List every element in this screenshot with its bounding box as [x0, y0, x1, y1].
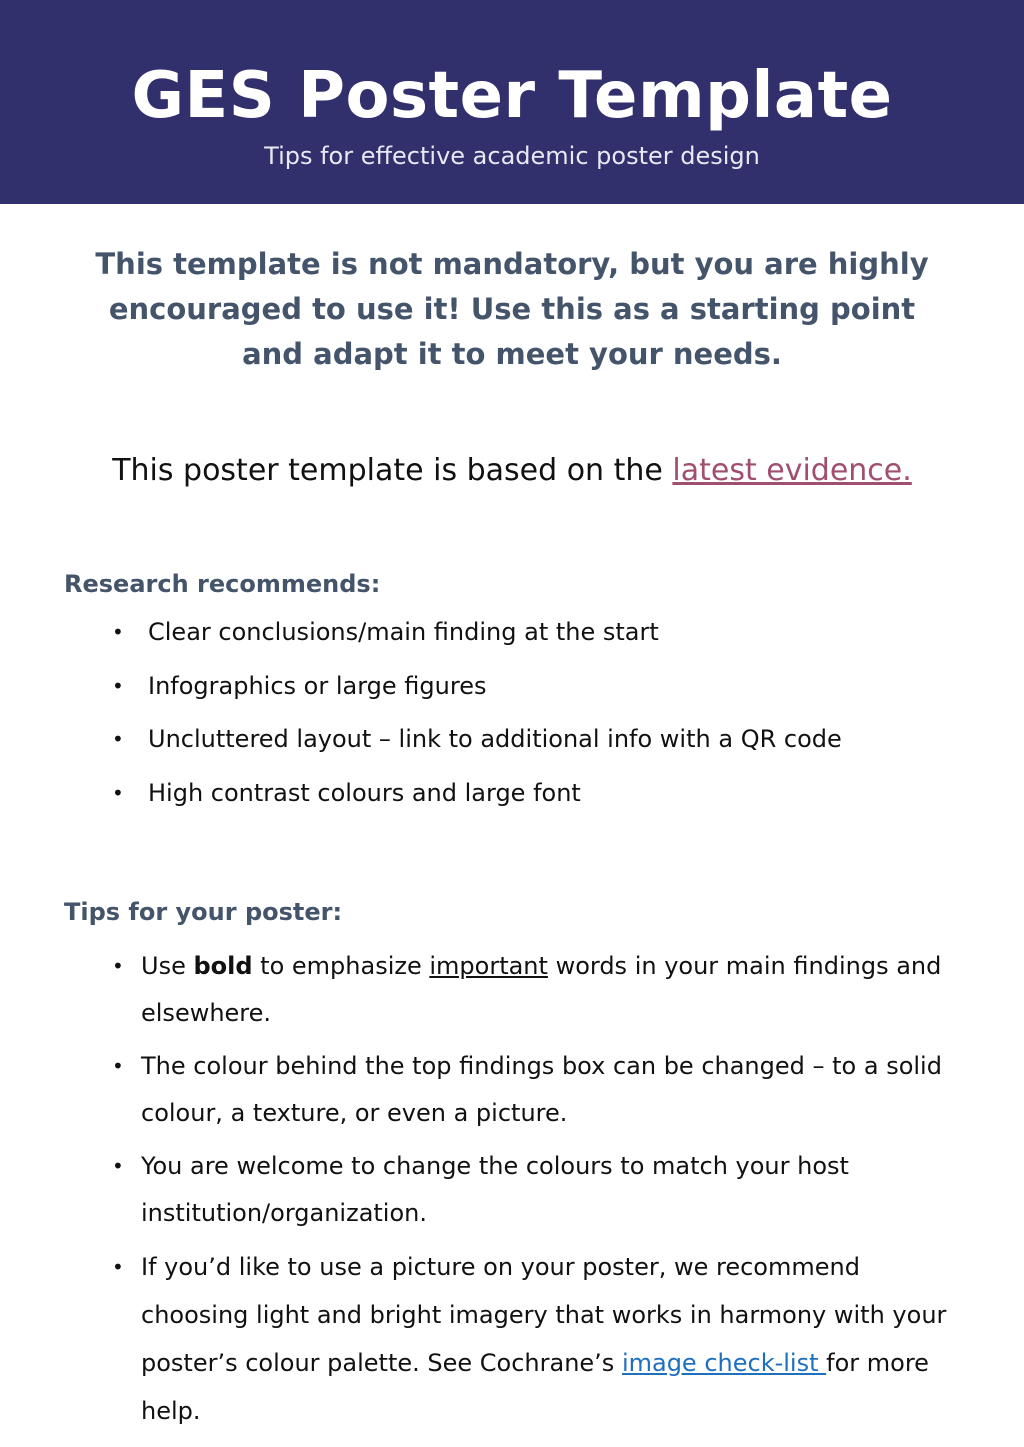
list-item-text: Clear conclusions/main finding at the start [148, 618, 659, 646]
tip-text: to emphasize [252, 952, 430, 980]
list-item [112, 616, 842, 670]
tip-text: If you’d like to use a picture on your poster, we recommend choosing light and bright imagery that works in harmony with your poster’s colour palette. See Cochrane’s [141, 1253, 947, 1377]
list-item [112, 777, 842, 831]
list-item [112, 723, 842, 777]
list-item-text: Infographics or large figures [148, 671, 487, 700]
tip-text: Use [141, 952, 194, 980]
header-banner [0, 0, 1024, 204]
tip-text: The colour behind the top findings box can be changed – to a solid colour, a texture, or even a picture. [141, 1052, 942, 1127]
bullet-icon: • [112, 954, 124, 978]
list-item [112, 1043, 972, 1136]
list-item-text: Uncluttered layout – link to additional info with a QR code [148, 725, 842, 753]
bold-word: bold [193, 952, 253, 980]
research-list [112, 616, 842, 830]
image-checklist-link[interactable]: image check-list [621, 1349, 827, 1377]
list-item [112, 943, 972, 1036]
bullet-icon: • [112, 1255, 124, 1279]
tip-text: words in your main findings and elsewhere. [141, 952, 942, 1027]
bullet-icon: • [112, 727, 124, 751]
bullet-icon: • [112, 1054, 124, 1078]
bullet-icon: • [112, 673, 124, 698]
underlined-word: important [429, 952, 548, 980]
list-item [112, 1143, 972, 1236]
bullet-icon: • [112, 620, 124, 644]
page-title: GES Poster Template [131, 59, 893, 133]
list-item [112, 670, 842, 724]
evidence-line [0, 450, 1024, 492]
intro-statement: This template is not mandatory, but you are highly encouraged to use it! Use this as a starting point and adapt it to meet your needs. [95, 247, 929, 371]
list-item [112, 1243, 972, 1435]
page-subtitle: Tips for effective academic poster design [264, 142, 760, 170]
tip-text: You are welcome to change the colours to match your host institution/organization. [141, 1152, 849, 1227]
research-heading: Research recommends: [64, 570, 381, 598]
tips-heading: Tips for your poster: [64, 898, 343, 926]
tips-list [112, 943, 972, 1442]
evidence-prefix: This poster template is based on the [112, 453, 673, 488]
bullet-icon: • [112, 780, 124, 805]
latest-evidence-link[interactable]: latest evidence. [672, 453, 912, 488]
bullet-icon: • [112, 1154, 124, 1178]
tip-text: for more help. [141, 1349, 929, 1425]
list-item-text: High contrast colours and large font [148, 778, 581, 807]
